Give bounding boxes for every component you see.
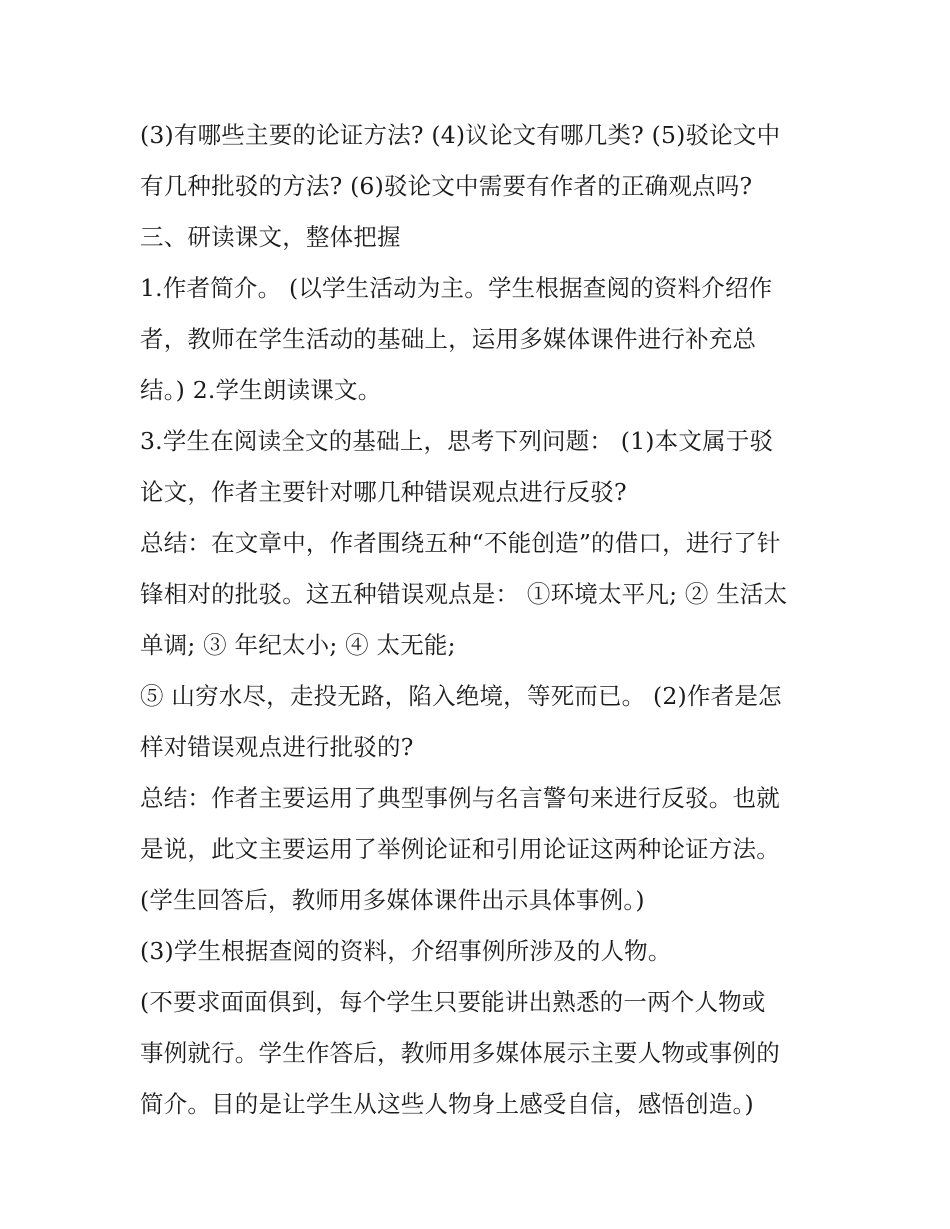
text-line: 总结：作者主要运用了典型事例与名言警句来进行反驳。也就 [140,784,780,812]
text-line: 有几种批驳的方法? (6)驳论文中需要有作者的正确观点吗? [140,172,753,200]
text-line: 者，教师在学生活动的基础上，运用多媒体课件进行补充总 [140,325,757,353]
text-line: 论文，作者主要针对哪几种错误观点进行反驳? [140,478,627,506]
text-line: 事例就行。学生作答后，教师用多媒体展示主要人物或事例的 [140,1039,780,1067]
text-line: 锋相对的批驳。这五种错误观点是： ①环境太平凡; ② 生活太 [140,580,788,608]
text-line: (学生回答后，教师用多媒体课件出示具体事例。) [140,886,645,914]
text-line: (不要求面面俱到，每个学生只要能讲出熟悉的一两个人物或 [140,988,766,1016]
text-line: 单调; ③ 年纪太小; ④ 太无能; [140,631,456,659]
text-line: 3.学生在阅读全文的基础上，思考下列问题： (1)本文属于驳 [140,427,774,455]
text-line: 1.作者简介。 (以学生活动为主。学生根据查阅的资料介绍作 [140,274,773,302]
text-line: (3)有哪些主要的论证方法? (4)议论文有哪几类? (5)驳论文中 [140,121,781,149]
document-page [140,110,830,1130]
text-line: 总结：在文章中，作者围绕五种“不能创造”的借口，进行了针 [140,529,781,557]
text-line: 结。) 2.学生朗读课文。 [140,376,382,404]
text-line: 样对错误观点进行批驳的? [140,733,414,761]
text-line: (3)学生根据查阅的资料，介绍事例所涉及的人物。 [140,937,672,965]
text-line: ⑤ 山穷水尽，走投无路，陷入绝境，等死而已。 (2)作者是怎 [140,682,782,710]
text-line: 简介。目的是让学生从这些人物身上感受自信，感悟创造。) [140,1090,754,1118]
section-heading: 三、研读课文，整体把握 [140,223,401,251]
text-line: 是说，此文主要运用了举例论证和引用论证这两种论证方法。 [140,835,780,863]
